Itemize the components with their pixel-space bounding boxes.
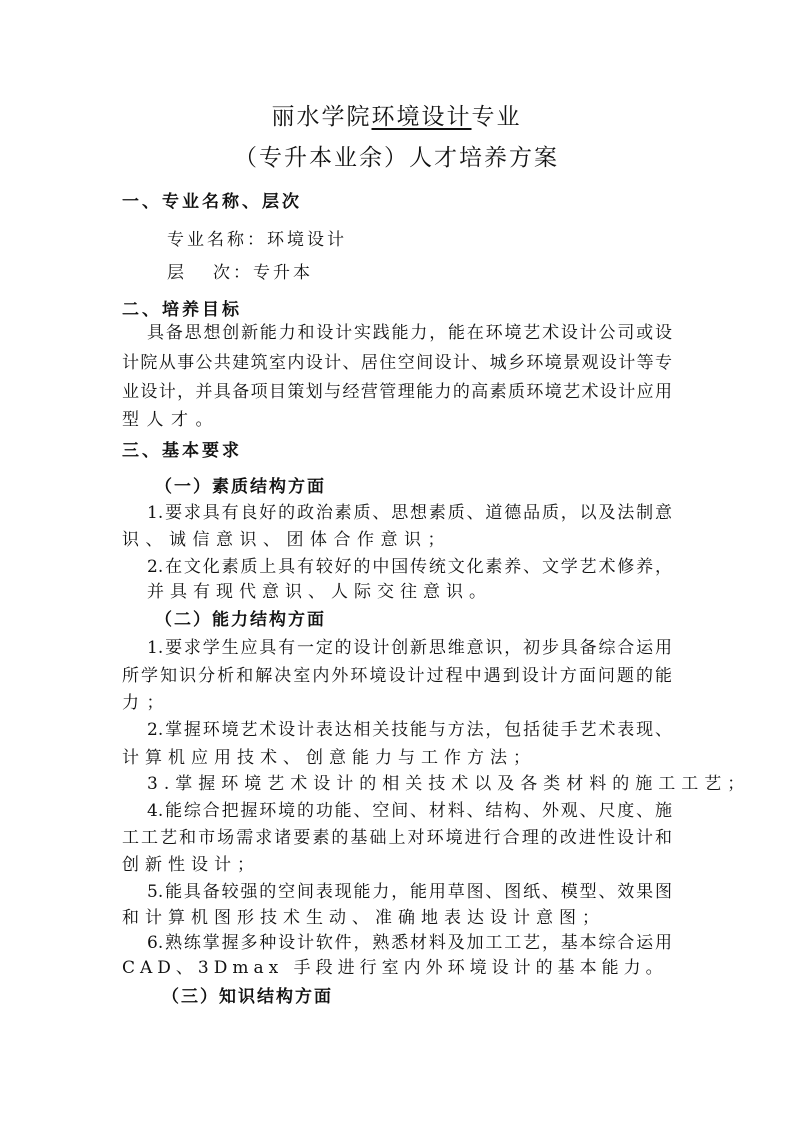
subsection-heading: （三）知识结构方面	[162, 987, 333, 1007]
section-heading: 三、基本要求	[122, 441, 242, 461]
level-label: 层	[167, 263, 192, 283]
paragraph-line: 识、诚信意识、团体合作意识；	[122, 530, 451, 550]
title-text: 专业	[471, 104, 522, 130]
paragraph-line: 计院从事公共建筑室内设计、居住空间设计、城乡环境景观设计等专	[122, 353, 672, 373]
section-heading: 二、培养目标	[122, 300, 242, 320]
paragraph-line: 1.要求学生应具有一定的设计创新思维意识，初步具备综合运用	[147, 638, 672, 658]
paragraph-line: CAD、3Dmax 手段进行室内外环境设计的基本能力。	[122, 958, 668, 978]
document-title-line-1	[0, 102, 793, 132]
major-name: 专业名称：环境设计	[167, 230, 347, 250]
paragraph-line: 具备思想创新能力和设计实践能力，能在环境艺术设计公司或设	[147, 323, 672, 343]
paragraph-line: 力；	[122, 693, 171, 713]
paragraph-line: 6.熟练掌握多种设计软件，熟悉材料及加工工艺，基本综合运用	[147, 933, 672, 953]
paragraph-line: 业设计，并具备项目策划与经营管理能力的高素质环境艺术设计应用	[122, 382, 672, 402]
paragraph-line: 并具有现代意识、人际交往意识。	[147, 582, 492, 602]
paragraph-line: 2.在文化素质上具有较好的中国传统文化素养、文学艺术修养，	[147, 557, 672, 577]
section-heading: 一、专业名称、层次	[122, 192, 302, 212]
paragraph-line: 所学知识分析和解决室内外环境设计过程中遇到设计方面问题的能	[122, 666, 672, 686]
paragraph-line: 工工艺和市场需求诸要素的基础上对环境进行合理的改进性设计和	[122, 828, 672, 848]
document-title-line-2: （专升本业余）人才培养方案	[234, 145, 559, 171]
paragraph-line: 和计算机图形技术生动、准确地表达设计意图；	[122, 908, 605, 928]
title-text: 丽水学院	[271, 104, 372, 130]
paragraph-line: 计算机应用技术、创意能力与工作方法；	[122, 748, 536, 768]
paragraph-line: 2.掌握环境艺术设计表达相关技能与方法，包括徒手艺术表现、	[147, 720, 672, 740]
subsection-heading: （一）素质结构方面	[155, 477, 326, 497]
paragraph-line: 4.能综合把握环境的功能、空间、材料、结构、外观、尺度、施	[147, 801, 672, 821]
subsection-heading: （二）能力结构方面	[155, 610, 326, 630]
paragraph-line: 创新性设计；	[122, 855, 260, 875]
paragraph-line: 1.要求具有良好的政治素质、思想素质、道德品质，以及法制意	[147, 503, 672, 523]
title-underlined-text: 环境设计	[371, 104, 472, 130]
paragraph-line: 5.能具备较强的空间表现能力，能用草图、图纸、模型、效果图	[147, 882, 672, 902]
level-value: 次：专升本	[213, 263, 313, 283]
paragraph-line: 3.掌握环境艺术设计的相关技术以及各类材料的施工工艺；	[147, 774, 751, 794]
paragraph-line: 型人才。	[122, 410, 220, 430]
